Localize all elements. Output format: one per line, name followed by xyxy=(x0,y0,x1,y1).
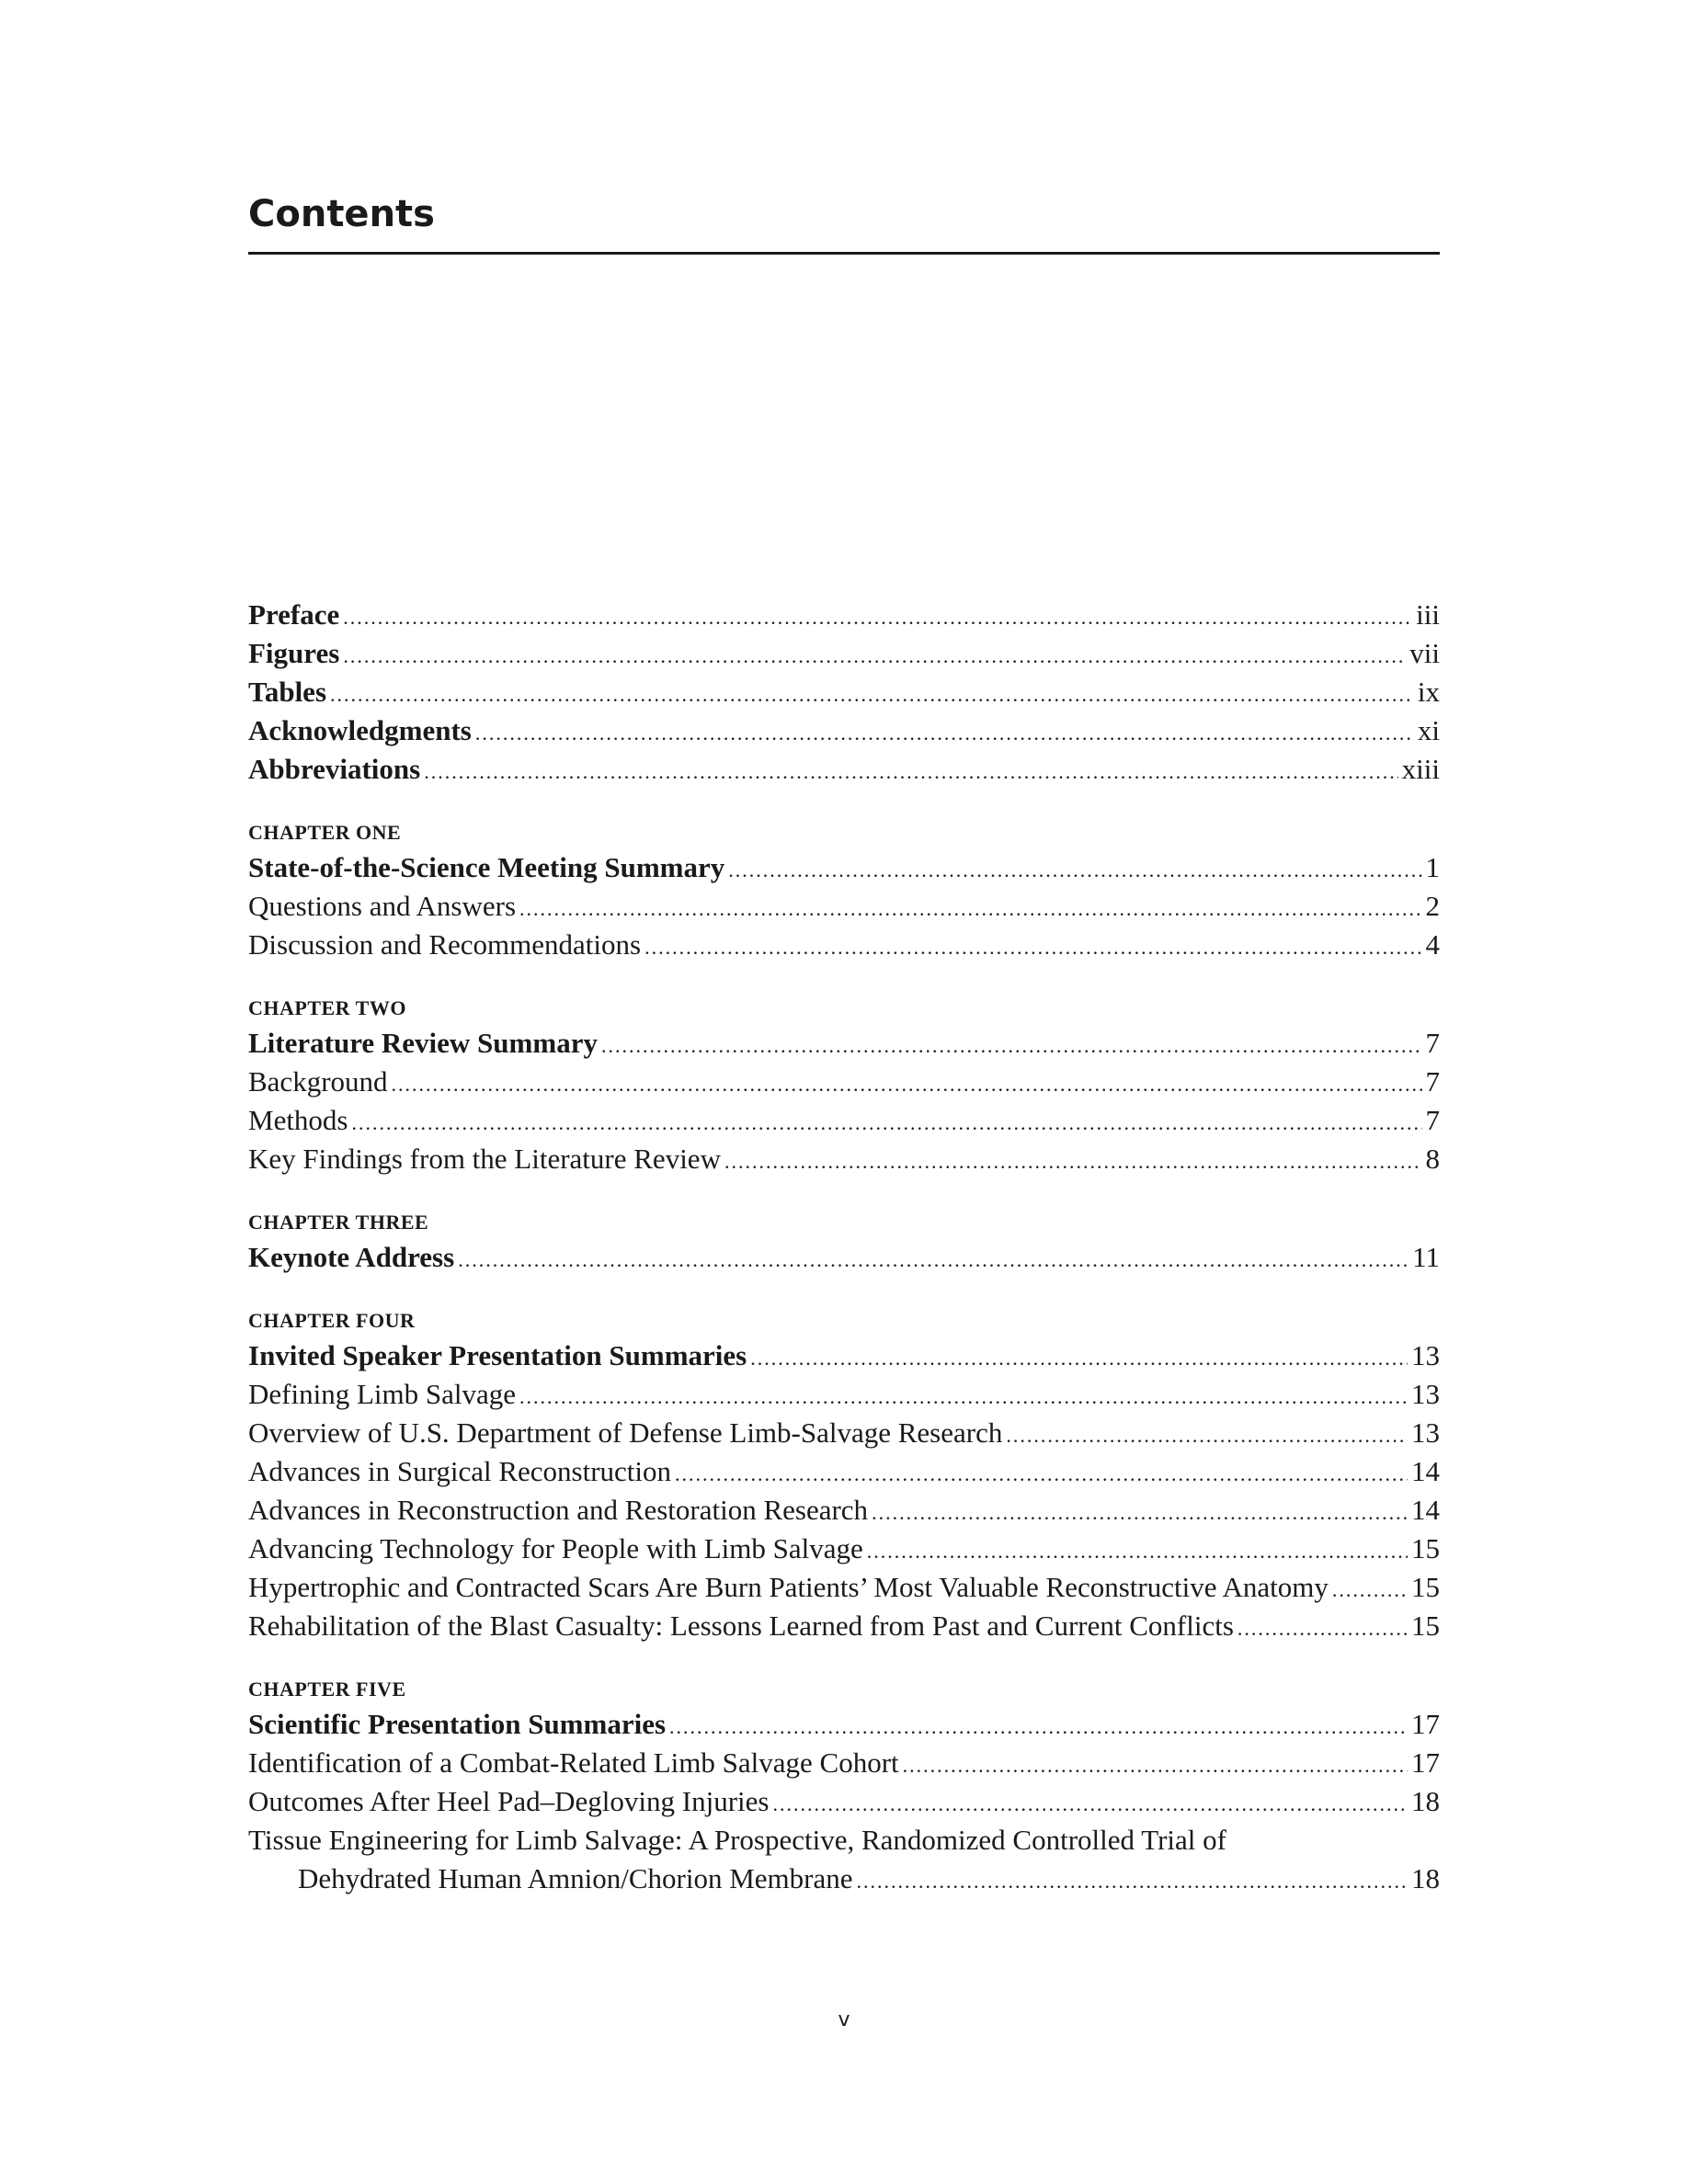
dot-leader xyxy=(644,928,1421,967)
toc-entry-title: Overview of U.S. Department of Defense Limb-Salvage Research xyxy=(248,1416,1003,1449)
toc-entry-title: Identification of a Combat-Related Limb Salvage Cohort xyxy=(248,1746,899,1779)
dot-leader xyxy=(857,1862,1408,1901)
toc-entry-title: Preface xyxy=(248,598,340,631)
toc-entry-page: 4 xyxy=(1425,928,1440,961)
toc-section-entry[interactable] xyxy=(248,926,1440,964)
dot-leader xyxy=(1332,1571,1408,1610)
toc-entry-title: Discussion and Recommendations xyxy=(248,928,642,961)
dot-leader xyxy=(1237,1610,1408,1648)
toc-entry-page: iii xyxy=(1416,598,1440,631)
toc-entry-page: 1 xyxy=(1425,851,1440,883)
toc-entry-title: Background xyxy=(248,1065,388,1098)
toc-entry-title: Keynote Address xyxy=(248,1241,455,1273)
toc-section-entry[interactable] xyxy=(248,1491,1440,1530)
toc-section-entry-first-line[interactable] xyxy=(248,1821,1440,1860)
toc-section-entry[interactable] xyxy=(248,1063,1440,1101)
front-matter-group xyxy=(248,596,1440,789)
dot-leader xyxy=(867,1532,1408,1571)
toc-entry-title: Key Findings from the Literature Review xyxy=(248,1143,721,1175)
dot-leader xyxy=(1006,1416,1408,1455)
toc-entry-abbreviations[interactable] xyxy=(248,750,1440,789)
toc-entry-title: Advancing Technology for People with Limb Salvage xyxy=(248,1532,863,1564)
dot-leader xyxy=(330,676,1414,714)
title-rule xyxy=(248,252,1440,255)
chapter-label: CHAPTER THREE xyxy=(248,1211,429,1234)
toc-entry-page: 17 xyxy=(1411,1708,1440,1740)
dot-leader xyxy=(669,1708,1408,1746)
toc-entry-title: Outcomes After Heel Pad–Degloving Injuries xyxy=(248,1785,770,1817)
toc-chapter-entry[interactable] xyxy=(248,1705,1440,1744)
toc-entry-page: xiii xyxy=(1401,753,1440,785)
toc-entry-title: Scientific Presentation Summaries xyxy=(248,1708,667,1740)
toc-section-entry[interactable] xyxy=(248,1375,1440,1414)
page-title: Contents xyxy=(248,193,435,235)
dot-leader xyxy=(872,1494,1408,1532)
toc-entry-page: vii xyxy=(1409,637,1440,669)
toc-entry-title: Questions and Answers xyxy=(248,890,517,922)
toc-section-entry[interactable] xyxy=(248,1530,1440,1568)
toc-section-entry[interactable] xyxy=(248,1140,1440,1178)
toc-entry-title: Hypertrophic and Contracted Scars Are Burn Patients’ Most Valuable Reconstructive Anatomy xyxy=(248,1571,1329,1603)
toc-entry-page: 13 xyxy=(1411,1416,1440,1449)
toc-entry-title: Figures xyxy=(248,637,340,669)
toc-chapter-entry[interactable] xyxy=(248,1238,1440,1277)
dot-leader xyxy=(675,1455,1408,1494)
toc-section-entry[interactable] xyxy=(248,1744,1440,1782)
toc-entry-title: Tissue Engineering for Limb Salvage: A Prospective, Randomized Controlled Trial of xyxy=(248,1824,1226,1856)
toc-entry-acknowledgments[interactable] xyxy=(248,711,1440,750)
chapter-group-three xyxy=(248,1209,1440,1277)
toc-section-entry[interactable] xyxy=(248,887,1440,926)
toc-entry-title: State-of-the-Science Meeting Summary xyxy=(248,851,725,883)
dot-leader xyxy=(772,1785,1408,1824)
toc-entry-page: 7 xyxy=(1425,1104,1440,1136)
toc-entry-title: Abbreviations xyxy=(248,753,421,785)
toc-entry-preface[interactable] xyxy=(248,596,1440,634)
toc-entry-page: 15 xyxy=(1411,1610,1440,1642)
chapter-label: CHAPTER TWO xyxy=(248,996,406,1019)
toc-entry-title: Invited Speaker Presentation Summaries xyxy=(248,1339,747,1371)
dot-leader xyxy=(458,1241,1409,1280)
toc-entry-page: 11 xyxy=(1412,1241,1440,1273)
toc-entry-title: Advances in Reconstruction and Restoration Research xyxy=(248,1494,869,1526)
toc-section-entry[interactable] xyxy=(248,1782,1440,1821)
toc-section-entry[interactable] xyxy=(248,1414,1440,1452)
toc-entry-title: Tables xyxy=(248,676,327,708)
toc-entry-page: 14 xyxy=(1411,1494,1440,1526)
toc-section-entry[interactable] xyxy=(248,1101,1440,1140)
toc-chapter-entry[interactable] xyxy=(248,848,1440,887)
toc-entry-figures[interactable] xyxy=(248,634,1440,673)
toc-entry-title: Literature Review Summary xyxy=(248,1027,598,1059)
toc-entry-page: xi xyxy=(1417,714,1440,746)
toc-entry-title: Methods xyxy=(248,1104,348,1136)
page-number: v xyxy=(838,2008,850,2031)
toc-entry-title: Advances in Surgical Reconstruction xyxy=(248,1455,672,1487)
toc-section-entry-continuation[interactable] xyxy=(248,1860,1440,1898)
toc-entry-title: Defining Limb Salvage xyxy=(248,1378,516,1410)
toc-entry-page: 18 xyxy=(1411,1862,1440,1894)
dot-leader xyxy=(724,1143,1422,1181)
toc-entry-page: 7 xyxy=(1425,1065,1440,1098)
toc-section-entry[interactable] xyxy=(248,1568,1440,1607)
toc-entry-page: 13 xyxy=(1411,1339,1440,1371)
chapter-label: CHAPTER ONE xyxy=(248,821,402,844)
toc-entry-page: 15 xyxy=(1411,1571,1440,1603)
toc-entry-page: 14 xyxy=(1411,1455,1440,1487)
dot-leader xyxy=(519,890,1421,928)
chapter-group-one xyxy=(248,819,1440,964)
toc-entry-page: 18 xyxy=(1411,1785,1440,1817)
chapter-group-five xyxy=(248,1676,1440,1898)
dot-leader xyxy=(728,851,1421,890)
toc-entry-title-continuation: Dehydrated Human Amnion/Chorion Membrane xyxy=(298,1862,853,1894)
table-of-contents xyxy=(248,596,1440,1898)
dot-leader xyxy=(519,1378,1408,1416)
toc-entry-page: 17 xyxy=(1411,1746,1440,1779)
dot-leader xyxy=(601,1027,1422,1065)
toc-entry-title: Rehabilitation of the Blast Casualty: Lessons Learned from Past and Current Conflicts xyxy=(248,1610,1234,1642)
chapter-group-two xyxy=(248,995,1440,1178)
toc-entry-page: 7 xyxy=(1425,1027,1440,1059)
toc-entry-tables[interactable] xyxy=(248,673,1440,711)
chapter-label: CHAPTER FIVE xyxy=(248,1678,406,1701)
toc-entry-page: 8 xyxy=(1425,1143,1440,1175)
toc-chapter-entry[interactable] xyxy=(248,1337,1440,1375)
toc-entry-title: Acknowledgments xyxy=(248,714,472,746)
dot-leader xyxy=(392,1065,1422,1104)
toc-chapter-entry[interactable] xyxy=(248,1024,1440,1063)
toc-entry-page: ix xyxy=(1417,676,1440,708)
toc-section-entry[interactable] xyxy=(248,1452,1440,1491)
dot-leader xyxy=(750,1339,1408,1378)
toc-entry-page: 13 xyxy=(1411,1378,1440,1410)
dot-leader xyxy=(343,637,1406,676)
toc-entry-page: 2 xyxy=(1425,890,1440,922)
dot-leader xyxy=(424,753,1397,791)
chapter-label: CHAPTER FOUR xyxy=(248,1309,416,1332)
toc-section-entry[interactable] xyxy=(248,1607,1440,1645)
dot-leader xyxy=(352,1104,1422,1143)
dot-leader xyxy=(903,1746,1408,1785)
toc-entry-page: 15 xyxy=(1411,1532,1440,1564)
chapter-group-four xyxy=(248,1307,1440,1645)
dot-leader xyxy=(343,598,1412,637)
dot-leader xyxy=(475,714,1414,753)
